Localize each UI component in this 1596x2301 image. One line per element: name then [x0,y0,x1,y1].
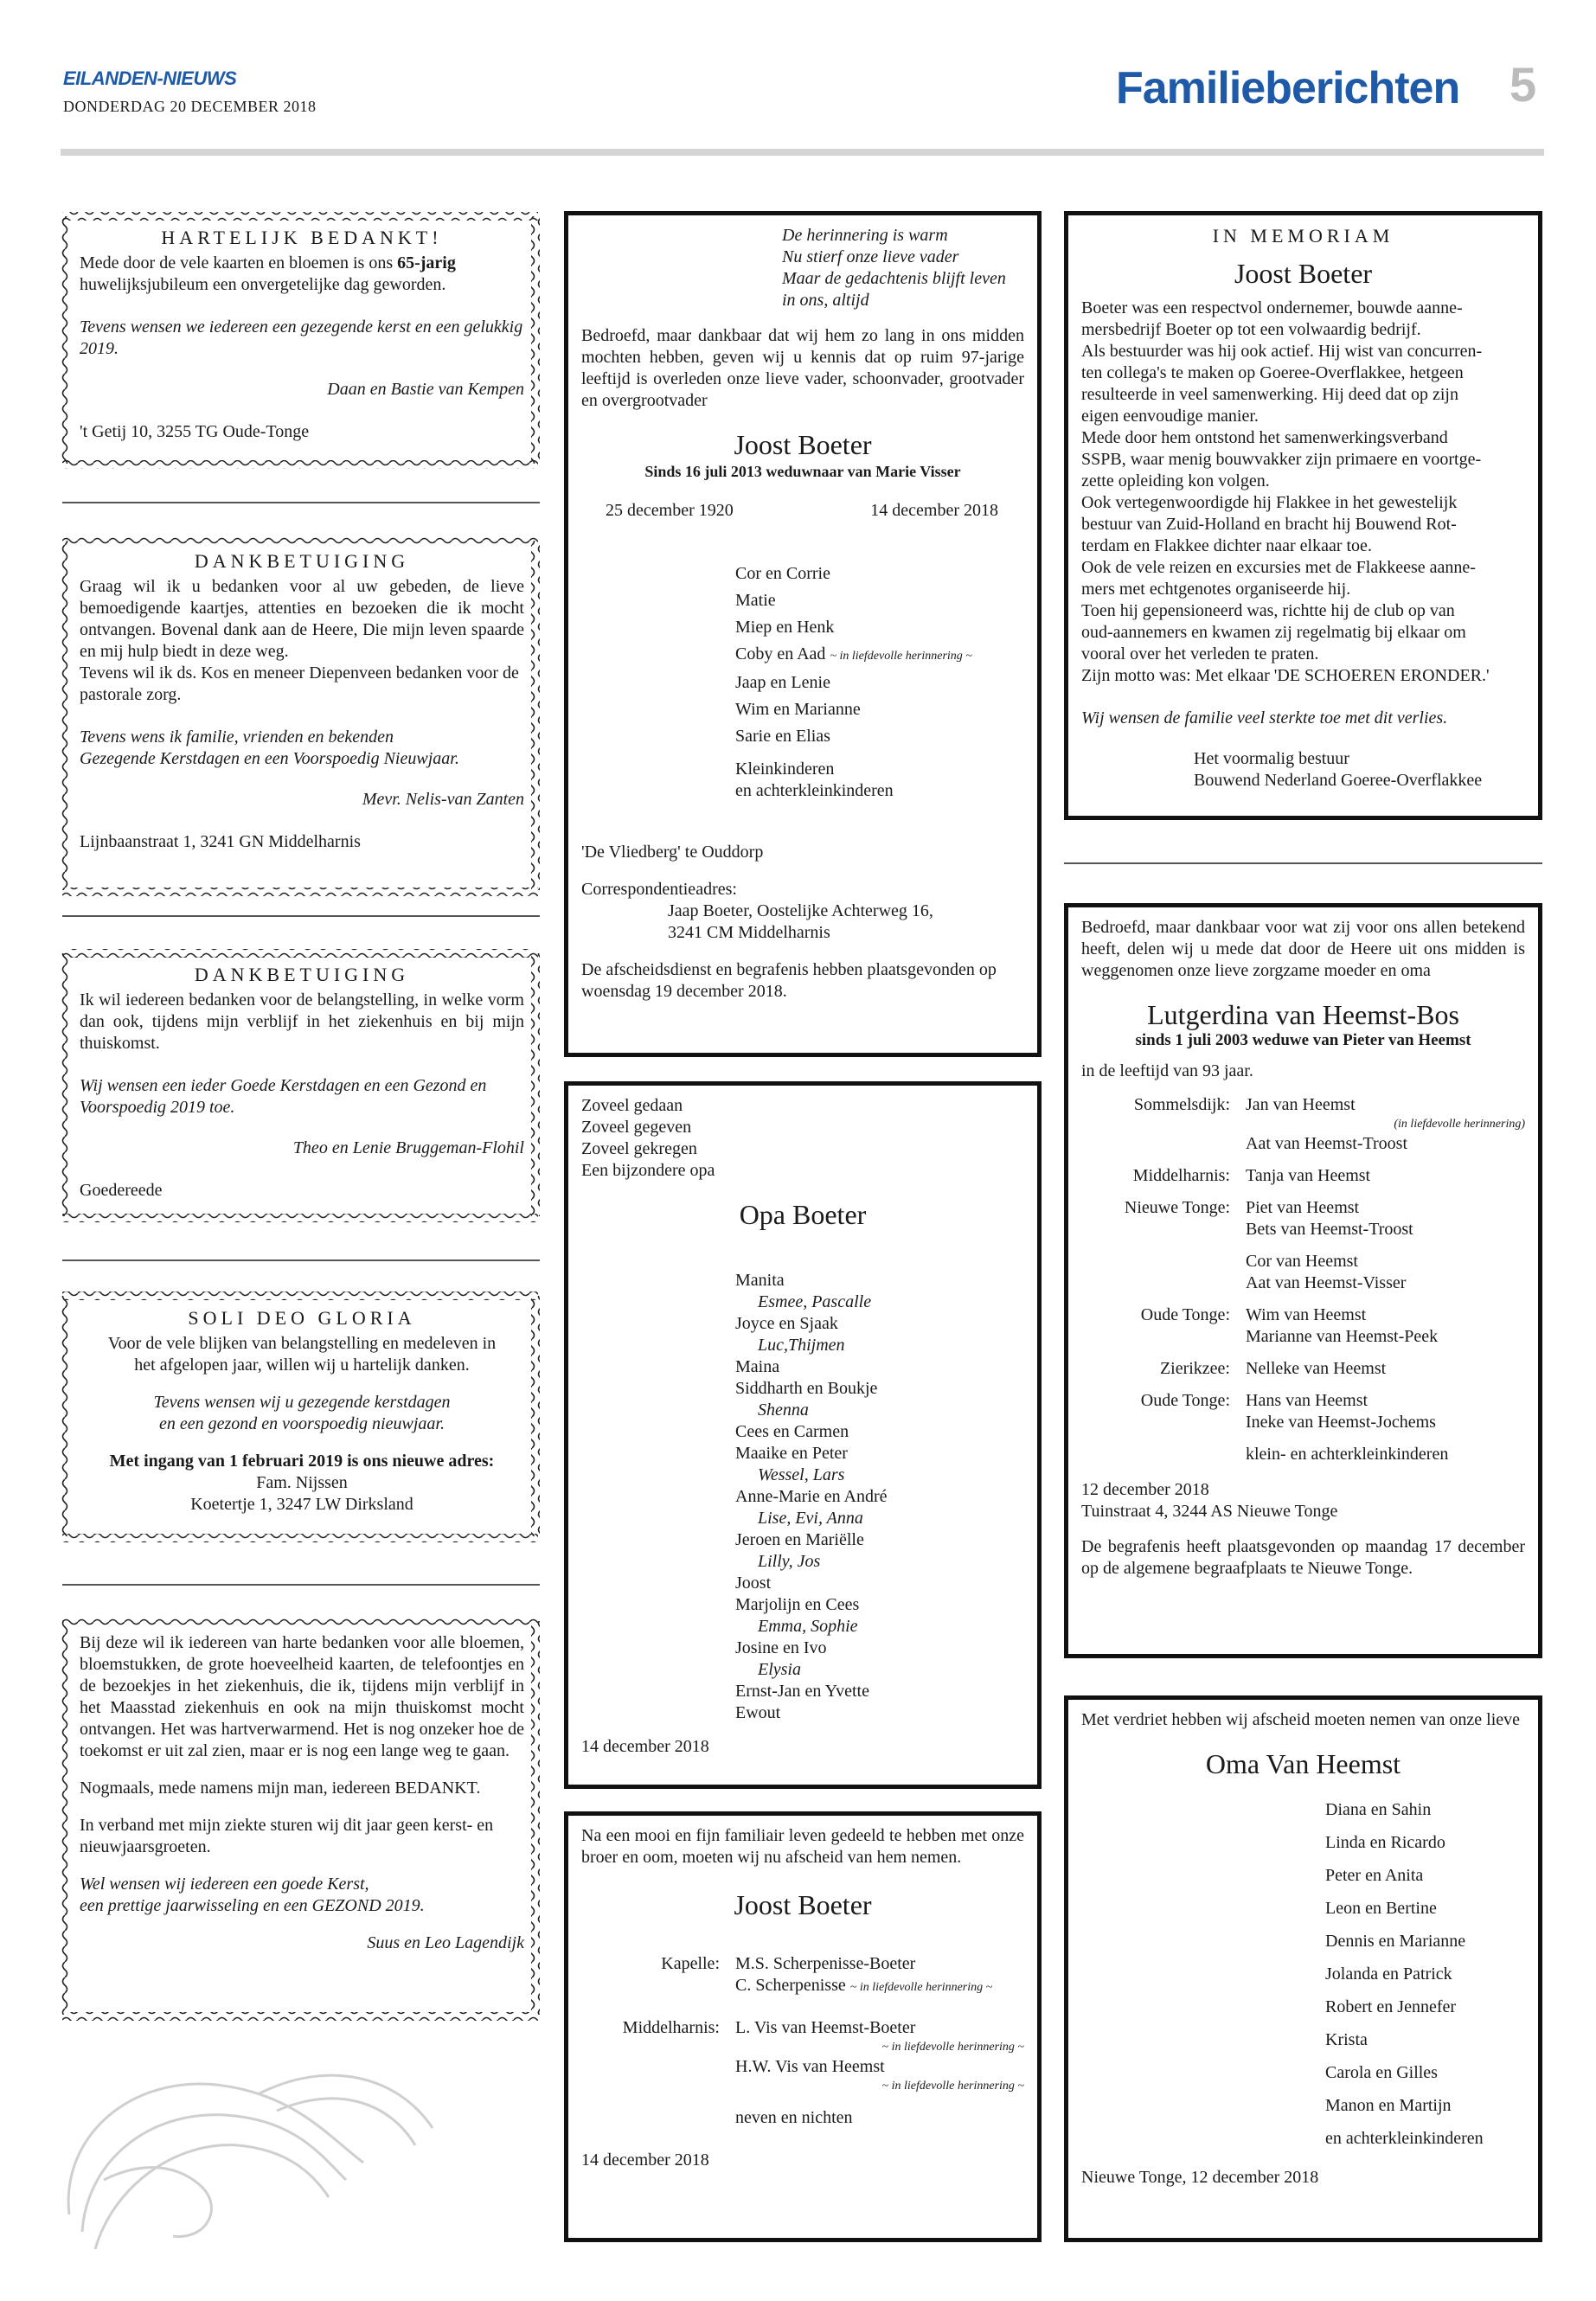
deceased-name: Joost Boeter [734,1889,872,1920]
obit-footer: Nieuwe Tonge, 12 december 2018 [1081,2168,1319,2187]
family-member: Piet van Heemst [1246,1198,1360,1217]
family-member: Manon en Martijn [1325,2096,1452,2115]
deceased-name: Lutgerdina van Heemst-Bos [1147,999,1459,1030]
family-place: Sommelsdijk: [1133,1095,1230,1114]
family-place: Middelharnis: [1132,1166,1230,1185]
memoriam-line: eigen eenvoudige manier. [1081,407,1259,426]
grandchildren-names: Esmee, Pascalle [758,1292,872,1311]
grandchildren-names: Elysia [758,1660,801,1679]
divider [62,502,540,503]
family-list [1325,1793,1525,2155]
ad-body: In verband met mijn ziekte sturen wij dit jaar geen kerst- en nieuwjaarsgroeten. [80,1816,494,1856]
ad-dankbetuiging-2 [80,964,524,1202]
ad-signature: Theo en Lenie Bruggeman-Flohil [292,1138,524,1157]
obituary-content: Zoveel gedaan Zoveel gegeven Zoveel gekregen Een bijzondere opa Opa Boeter Manita Esmee, Pascalle Joyce en Sjaak Luc,Thijmen Maina Siddharth en Boukje Shenna Cees en Carmen Maaike en Peter Wessel, Lars Anne-Marie en André Lise, Evi, Anna Jeroen en Mariëlle Lilly, Jos Joost Marjolijn en Cees Emma, Sophie Josine en Ivo Elysia Ernst-Jan en Yvette Ewout 14 december 2018 [581,1095,1024,1758]
ad-body: Tevens wil ik ds. Kos en meneer Diepenveen bedanken voor de pastorale zorg. [80,663,519,704]
corr-address: Jaap Boeter, Oostelijke Achterweg 16, [668,901,933,920]
deceased-name: Oma Van Heemst [1205,1748,1401,1779]
family-member: Diana en Sahin [1325,1800,1432,1819]
family-group [1081,1165,1525,1187]
obituary-content [1081,917,1525,1580]
family-member: Dennis en Marianne [1325,1932,1466,1951]
family-member: Peter en Anita [1325,1866,1424,1885]
memoriam-line: Boeter was een respectvol ondernemer, bouwde aanne- [1081,298,1463,317]
family-member: Jan van Heemst [1246,1095,1356,1114]
ad-hartelijk-bedankt [80,227,524,443]
family-group [1081,1251,1525,1294]
corr-label: Correspondentieadres: [581,880,737,899]
family-list: Cor en Corrie Matie Miep en Henk Coby en Aad ~ in liefdevolle herinnering ~ Jaap en Lenie Wim en Marianne Sarie en Elias Kleinkinderen en achterkleinkinderen [735,564,972,800]
family-member: Josine en Ivo [735,1638,827,1657]
memoriam-line: SSPB, waar menig bouwvakker zijn primaere en voortge- [1081,450,1482,469]
obit-intro: Bedroefd, maar dankbaar dat wij hem zo lang in ons midden mochten hebben, geven wij u kennis dat op ruim 97-jarige leeftijd is overleden onze lieve vader, schoonvader, grootvader en overgrootvader [581,326,1024,410]
ad-body: Nogmaals, mede namens mijn man, iedereen BEDANKT. [80,1779,481,1798]
family-place: Oude Tonge: [1140,1305,1230,1324]
ad-soli-deo-gloria [80,1307,524,1516]
family-member: Robert en Jennefer [1325,1997,1457,2016]
obit-intro: Met verdriet hebben wij afscheid moeten nemen van onze lieve [1081,1710,1521,1729]
deceased-sub: sinds 1 juli 2003 weduwe van Pieter van Heemst [1135,1031,1471,1049]
page-number: 5 [1509,57,1537,112]
ad-wish: Tevens wens ik familie, vrienden en bekenden [80,727,394,747]
obit-address: Tuinstraat 4, 3244 AS Nieuwe Tonge [1081,1502,1338,1521]
obit-date: 12 december 2018 [1081,1480,1209,1499]
memoriam-line: Toen hij gepensioneerd was, richtte hij de club op van [1081,601,1455,620]
family-member: Hans van Heemst [1246,1391,1368,1410]
grandchildren-names: Shenna [758,1400,809,1420]
ad-body: Graag wil ik u bedanken voor al uw gebeden, de lieve bemoedigende kaartjes, attenties en bezoeken die ik mocht ontvangen. Bovenal dank aan de Heere, Die mijn leven spaarde en mij hulp biedt in deze weg. [80,577,524,661]
divider [62,1259,540,1261]
family-member: Tanja van Heemst [1246,1166,1371,1185]
memoriam-line: zette opleiding kon volgen. [1081,471,1270,490]
ad-signature: Suus en Leo Lagendijk [367,1933,524,1952]
deceased-age: in de leeftijd van 93 jaar. [1081,1061,1253,1080]
deceased-name: Joost Boeter [1234,258,1373,289]
ad-wish: Wel wensen wij iedereen een goede Kerst, [80,1875,369,1894]
ad-body: Voor de vele blijken van belangstelling en medeleven in [107,1334,497,1353]
grandchildren-names: Lilly, Jos [758,1552,821,1571]
family-place: Oude Tonge: [1140,1391,1230,1410]
family-group [1081,1358,1525,1380]
family-member: Jeroen en Mariëlle [735,1530,864,1549]
divider [1064,862,1542,864]
masthead-logo: EILANDEN-NIEUWS [63,67,237,89]
grandchildren-names: Luc,Thijmen [758,1336,845,1355]
grandchildren: klein- en achterkleinkinderen [1246,1445,1449,1464]
family-member: Wim van Heemst [1246,1305,1367,1324]
family-member: Cor van Heemst [1246,1252,1358,1271]
memoriam-line: vooral over het verleden te praten. [1081,644,1319,663]
obituary-content: Na een mooi en fijn familiair leven gedeeld te hebben met onze broer en oom, moeten wij nu afscheid van hem nemen. Joost Boeter Kapelle: M.S. Scherpenisse-Boeter C. Scherpenisse ~ in liefdevolle herinnering ~ Middelharnis: L. Vis van Heemst-Boeter ~ in liefdevolle herinnering ~ H.W. Vis van Heemst ~ in liefdevolle herinnering ~ neven en nichten 14 december 2018 [581,1826,1024,2170]
memoriam-line: mers met echtgenotes organiseerde hij. [1081,580,1351,599]
ad-body: Bij deze wil ik iedereen van harte bedanken voor alle bloemen, bloemstukken, de grote hoeveelheid kaarten, de telefoontjes en de bezoekjes in het ziekenhuis, die ik, tijdens mijn verblijf in het Maasstad ziekenhuis en ook na mijn thuiskomst mocht ontvangen. Het was hartverwarmend. Het is nog onzeker hoe de toekomst er uit zal zien, maar er is nog een lange weg te gaan. [80,1633,524,1760]
ad-title: IN MEMORIAM [1212,225,1394,247]
memoriam-line: ten collega's te maken op Goeree-Overflakkee, hetgeen [1081,363,1464,382]
ad-lagendijk [80,1632,524,1954]
family-place: Nieuwe Tonge: [1124,1198,1230,1217]
grandchildren-names: Wessel, Lars [758,1465,845,1484]
memoriam-line: Zijn motto was: Met elkaar 'DE SCHOEREN ERONDER.' [1081,666,1490,685]
deceased-name: Joost Boeter [734,429,872,460]
ad-body: Ik wil iedereen bedanken voor de belangstelling, in welke vorm dan ook, tijdens mijn verblijf in het ziekenhuis en bij mijn thuiskomst. [80,990,524,1053]
ad-wish: Tevens wensen wij u gezegende kerstdagen [153,1393,451,1412]
memoriam-line: Mede door hem ontstond het samenwerkingsverband [1081,428,1448,447]
memoriam-line: Ook de vele reizen en excursies met de Flakkeese aanne- [1081,558,1476,577]
obit-date: 14 december 2018 [581,1737,709,1756]
family-member: Joost [735,1574,772,1593]
family-list [735,1270,1024,1724]
family-member: Marianne van Heemst-Peek [1246,1327,1439,1346]
memoriam-line: bestuur van Zuid-Holland en bracht hij Bouwend Rot- [1081,515,1457,534]
family-member: Marjolijn en Cees [735,1595,860,1614]
ad-signature: Het voormalig bestuur [1194,749,1349,768]
family-member: Cees en Carmen [735,1422,849,1441]
funeral-info: De afscheidsdienst en begrafenis hebben plaatsgevonden op woensdag 19 december 2018. [581,960,997,1001]
ad-wish: Wij wensen een ieder Goede Kerstdagen en een Gezond en Voorspoedig 2019 toe. [80,1076,487,1117]
memoriam-line: Als bestuurder was hij ook actief. Hij wist van concurren- [1081,342,1483,361]
family-member: Aat van Heemst-Troost [1246,1134,1408,1153]
ad-address: 't Getij 10, 3255 TG Oude-Tonge [80,422,310,441]
obituary-content [581,225,1024,1003]
ad-wish: Tevens wensen we iedereen een gezegende kerst en een gelukkig 2019. [80,317,523,358]
family-member: Jolanda en Patrick [1325,1965,1452,1984]
memoriam-line: Ook vertegenwoordigde hij Flakkee in het gewestelijk [1081,493,1458,512]
family-group [1081,1094,1525,1155]
family-member: Ineke van Heemst-Jochems [1246,1413,1436,1432]
deceased-name: Opa Boeter [739,1199,867,1230]
ad-signature: Daan en Bastie van Kempen [327,380,524,399]
family-member: Krista [1325,2030,1368,2049]
in-memoriam-content [1081,225,1525,792]
section-title: Familieberichten [1116,63,1460,113]
family-member: Aat van Heemst-Visser [1246,1273,1407,1292]
ad-title: DANKBETUIGING [194,964,410,985]
family-list [1081,1094,1525,1433]
grandchildren-names: Lise, Evi, Anna [758,1509,863,1528]
funeral-info: De begrafenis heeft plaatsgevonden op maandag 17 december op de algemene begraafplaats te Nieuwe Tonge. [1081,1537,1525,1578]
family-member: Anne-Marie en André [735,1487,888,1506]
ad-place: Goedereede [80,1181,163,1200]
ad-title: DANKBETUIGING [194,550,410,572]
grandchildren-names: Emma, Sophie [758,1617,858,1636]
issue-date: DONDERDAG 20 DECEMBER 2018 [63,98,317,115]
ad-wish: een prettige jaarwisseling en een GEZOND 2019. [80,1896,425,1915]
obit-intro: Bedroefd, maar dankbaar voor wat zij voor ons allen betekend heeft, delen wij u mede dat door de Heere uit ons midden is weggenomen onze lieve zorgzame moeder en oma [1081,918,1525,980]
life-dates: 25 december 1920 14 december 2018 [606,501,998,520]
family-place: Zierikzee: [1159,1359,1230,1378]
ad-wish: en een gezond en voorspoedig nieuwjaar. [159,1414,445,1433]
family-group [1081,1197,1525,1240]
memoriam-line: mersbedrijf Boeter op tot een volwaardig bedrijf. [1081,320,1421,339]
family-member: Linda en Ricardo [1325,1833,1445,1852]
ad-title: SOLI DEO GLORIA [188,1307,416,1329]
ad-name: Fam. Nijssen [256,1473,348,1492]
family-member: Manita [735,1271,785,1290]
family-member: Ewout [735,1703,781,1722]
obit-place: 'De Vliedberg' te Ouddorp [581,843,764,862]
memoriam-line: terdam en Flakkee dichter naar elkaar toe. [1081,536,1372,555]
ad-body: Mede door de vele kaarten en bloemen is ons 65-jarig huwelijksjubileum een onvergetelijke dag geworden. [80,253,456,294]
obit-intro: Na een mooi en fijn familiair leven gedeeld te hebben met onze broer en oom, moeten wij nu afscheid van hem nemen. [581,1826,1024,1867]
memoriam-line: oud-aannemers en kwamen zij regelmatig bij elkaar om [1081,623,1466,642]
memory-note: (in liefdevolle herinnering) [1394,1118,1525,1131]
ad-dankbetuiging-1 [80,550,524,853]
family-member: Nelleke van Heemst [1246,1359,1387,1378]
ad-wish: Wij wensen de familie veel sterkte toe met dit verlies. [1081,708,1448,727]
family-member: Carola en Gilles [1325,2063,1438,2082]
ad-signature: Mevr. Nelis-van Zanten [362,790,524,809]
deceased-sub: Sinds 16 juli 2013 weduwnaar van Marie Visser [644,463,961,480]
ad-new-address-label: Met ingang van 1 februari 2019 is ons nieuwe adres: [109,1452,495,1471]
family-member: en achterkleinkinderen [1325,2129,1484,2148]
obituary-content [1081,1709,1525,2189]
family-member: Maina [735,1357,780,1376]
divider [62,915,540,917]
memoriam-line: resulteerde in veel samenwerking. Hij deed dat op zijn [1081,385,1458,404]
family-group [1081,1304,1525,1348]
poem: De herinnering is warm Nu stierf onze lieve vader Maar de gedachtenis blijft leven in ons, altijd [782,226,1006,310]
divider [62,1584,540,1586]
decorative-swirl [68,2075,433,2249]
family-group [1081,1390,1525,1433]
ad-wish: Gezegende Kerstdagen en een Voorspoedig Nieuwjaar. [80,749,459,768]
obit-date: 14 december 2018 [581,2150,709,2170]
ad-signature: Bouwend Nederland Goeree-Overflakkee [1194,771,1483,790]
family-member: Maaike en Peter [735,1444,848,1463]
ad-address: Lijnbaanstraat 1, 3241 GN Middelharnis [80,832,361,851]
ad-address: Koetertje 1, 3247 LW Dirksland [190,1495,413,1514]
family-member: Joyce en Sjaak [735,1314,838,1333]
ad-title: HARTELIJK BEDANKT! [161,227,443,248]
family-member: Siddharth en Boukje [735,1379,878,1398]
memoriam-body [1081,298,1525,687]
corr-address: 3241 CM Middelharnis [668,923,830,942]
family-member: Leon en Bertine [1325,1899,1437,1918]
family-member: Ernst-Jan en Yvette [735,1682,869,1701]
family-member: Bets van Heemst-Troost [1246,1220,1413,1239]
ad-body: het afgelopen jaar, willen wij u hartelijk danken. [134,1356,470,1375]
